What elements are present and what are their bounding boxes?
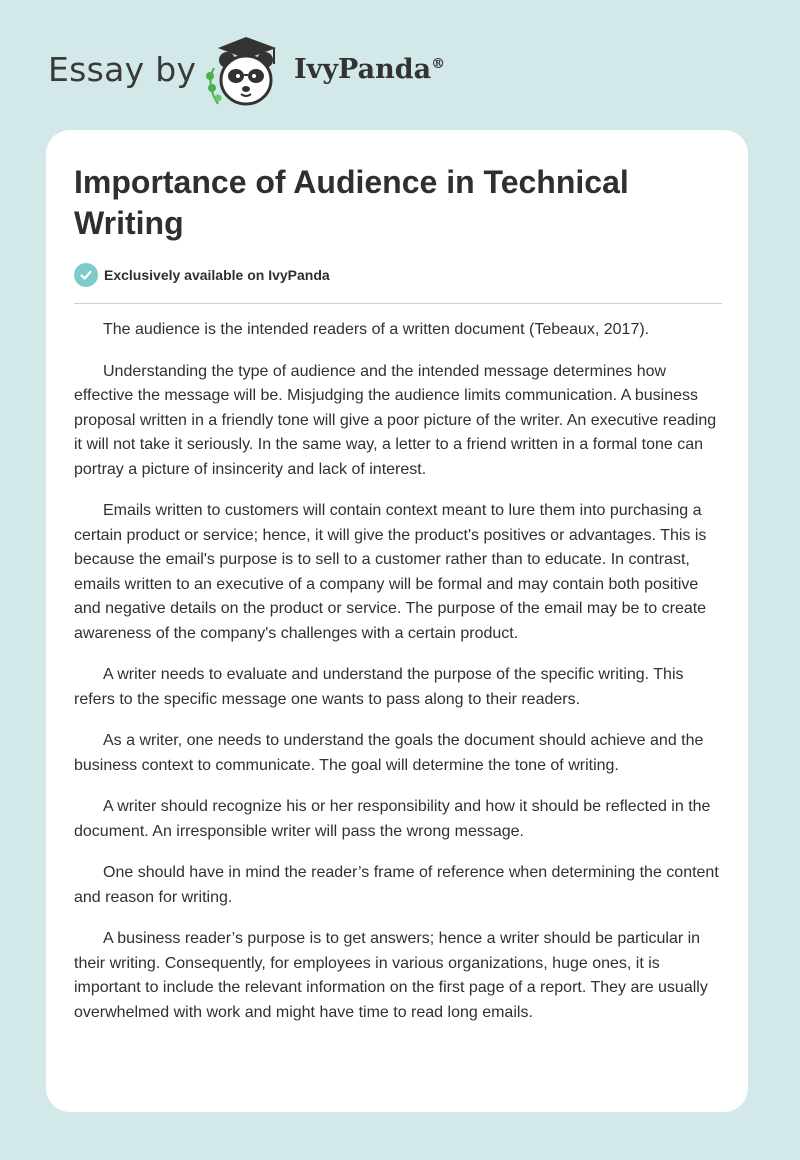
divider: [74, 303, 722, 304]
paragraph: The audience is the intended readers of a written document (Tebeaux, 2017).: [103, 321, 650, 338]
essay-card: [46, 130, 748, 1112]
check-icon: [74, 263, 98, 287]
exclusive-badge: [74, 263, 330, 287]
paragraph: Emails written to customers will contain context meant to lure them into purchasing a certain product or service; hence, it will give the product's positives or advantages. This is because the email's purpose is to sell to a customer rather than to educate. In contrast, emails written to an executive of a company will be formal and may contain both positive and negative details on the product or service. The purpose of the email may be to create awareness of the company's challenges with a certain product.: [74, 502, 707, 642]
paragraph: Understanding the type of audience and the intended message determines how effective the message will be. Misjudging the audience limits communication. A business proposal written in a friendly tone will give a poor picture of the writer. An executive reading it will not take it seriously. In the same way, a letter to a friend written in a formal tone can portray a picture of insincerity and lack of interest.: [74, 362, 717, 478]
essay-by-label: Essay by: [48, 50, 197, 89]
paragraph: A writer should recognize his or her responsibility and how it should be reflected in the document. An irresponsible writer will pass the wrong message.: [74, 798, 711, 840]
paragraph: A writer needs to evaluate and understand the purpose of the specific writing. This refers to the specific message one wants to pass along to their readers.: [74, 666, 684, 708]
essay-body: [74, 318, 722, 1042]
ivypanda-logo-icon[interactable]: [200, 34, 292, 110]
registered-mark: ®: [431, 56, 446, 72]
brand-name[interactable]: IvyPanda®: [294, 54, 446, 85]
site-header: [0, 0, 800, 130]
page-title: Importance of Audience in Technical Writing: [74, 164, 629, 241]
paragraph: One should have in mind the reader’s frame of reference when determining the content and reason for writing.: [74, 864, 719, 906]
paragraph: A business reader’s purpose is to get answers; hence a writer should be particular in their writing. Consequently, for employees in various organizations, huge ones, it is important to include the relevant information on the first page of a report. They are usually overwhelmed with work and might have time to read long emails.: [74, 930, 708, 1021]
exclusive-badge-label: Exclusively available on IvyPanda: [104, 267, 330, 283]
paragraph: As a writer, one needs to understand the goals the document should achieve and the business context to communicate. The goal will determine the tone of writing.: [74, 732, 704, 774]
